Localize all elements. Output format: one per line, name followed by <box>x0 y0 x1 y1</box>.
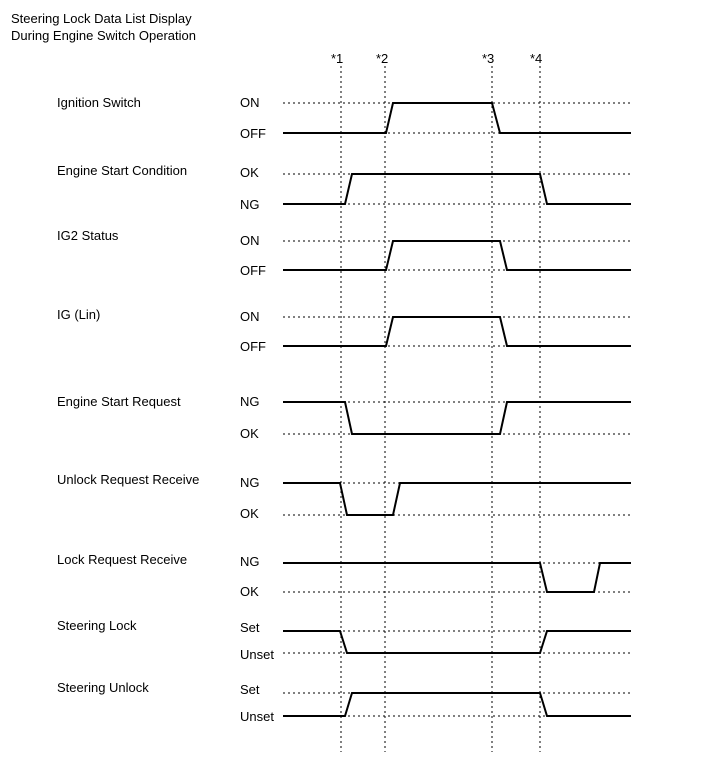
lower-state-label: OFF <box>240 126 266 141</box>
diagram-title-line-1: Steering Lock Data List Display <box>11 11 192 26</box>
signal-name: Lock Request Receive <box>57 552 188 567</box>
lower-state-label: NG <box>240 197 260 212</box>
marker-label-4: *4 <box>530 51 543 66</box>
upper-state-label: NG <box>240 554 260 569</box>
signal-name: Engine Start Condition <box>57 163 188 178</box>
signal-waveform <box>283 241 631 270</box>
marker-label-3: *3 <box>482 51 495 66</box>
signal-name: IG2 Status <box>57 228 119 243</box>
signal-row-steering-lock <box>57 618 631 662</box>
lower-state-label: Unset <box>240 709 274 724</box>
diagram-title-line-2: During Engine Switch Operation <box>11 28 196 43</box>
upper-state-label: ON <box>240 95 260 110</box>
signal-waveform <box>283 631 631 653</box>
signal-row-ig-lin <box>57 307 631 354</box>
marker-label-2: *2 <box>376 51 389 66</box>
signal-name: Engine Start Request <box>57 394 181 409</box>
signal-waveform <box>283 563 631 592</box>
marker-label-1: *1 <box>331 51 344 66</box>
upper-state-label: Set <box>240 620 260 635</box>
signal-waveform <box>283 317 631 346</box>
signal-row-unlock-request-receive <box>57 472 631 521</box>
lower-state-label: OK <box>240 506 259 521</box>
lower-state-label: OFF <box>240 263 266 278</box>
signal-name: IG (Lin) <box>57 307 101 322</box>
upper-state-label: NG <box>240 475 260 490</box>
upper-state-label: ON <box>240 233 260 248</box>
signal-name: Unlock Request Receive <box>57 472 200 487</box>
lower-state-label: OFF <box>240 339 266 354</box>
signal-waveform <box>283 693 631 716</box>
signal-row-steering-unlock <box>57 680 631 724</box>
signal-row-engine-start-request <box>57 394 631 441</box>
signal-name: Steering Unlock <box>57 680 149 695</box>
upper-state-label: ON <box>240 309 260 324</box>
upper-state-label: OK <box>240 165 259 180</box>
signal-name: Ignition Switch <box>57 95 141 110</box>
lower-state-label: OK <box>240 426 259 441</box>
signal-row-ig2-status <box>57 228 631 278</box>
signal-waveform <box>283 402 631 434</box>
signal-waveform <box>283 174 631 204</box>
signal-waveform <box>283 483 631 515</box>
upper-state-label: Set <box>240 682 260 697</box>
signal-row-lock-request-receive <box>57 552 631 599</box>
upper-state-label: NG <box>240 394 260 409</box>
signal-waveform <box>283 103 631 133</box>
signal-row-engine-start-condition <box>57 163 631 212</box>
signal-name: Steering Lock <box>57 618 137 633</box>
lower-state-label: Unset <box>240 647 274 662</box>
signal-row-ignition-switch <box>57 95 631 141</box>
lower-state-label: OK <box>240 584 259 599</box>
